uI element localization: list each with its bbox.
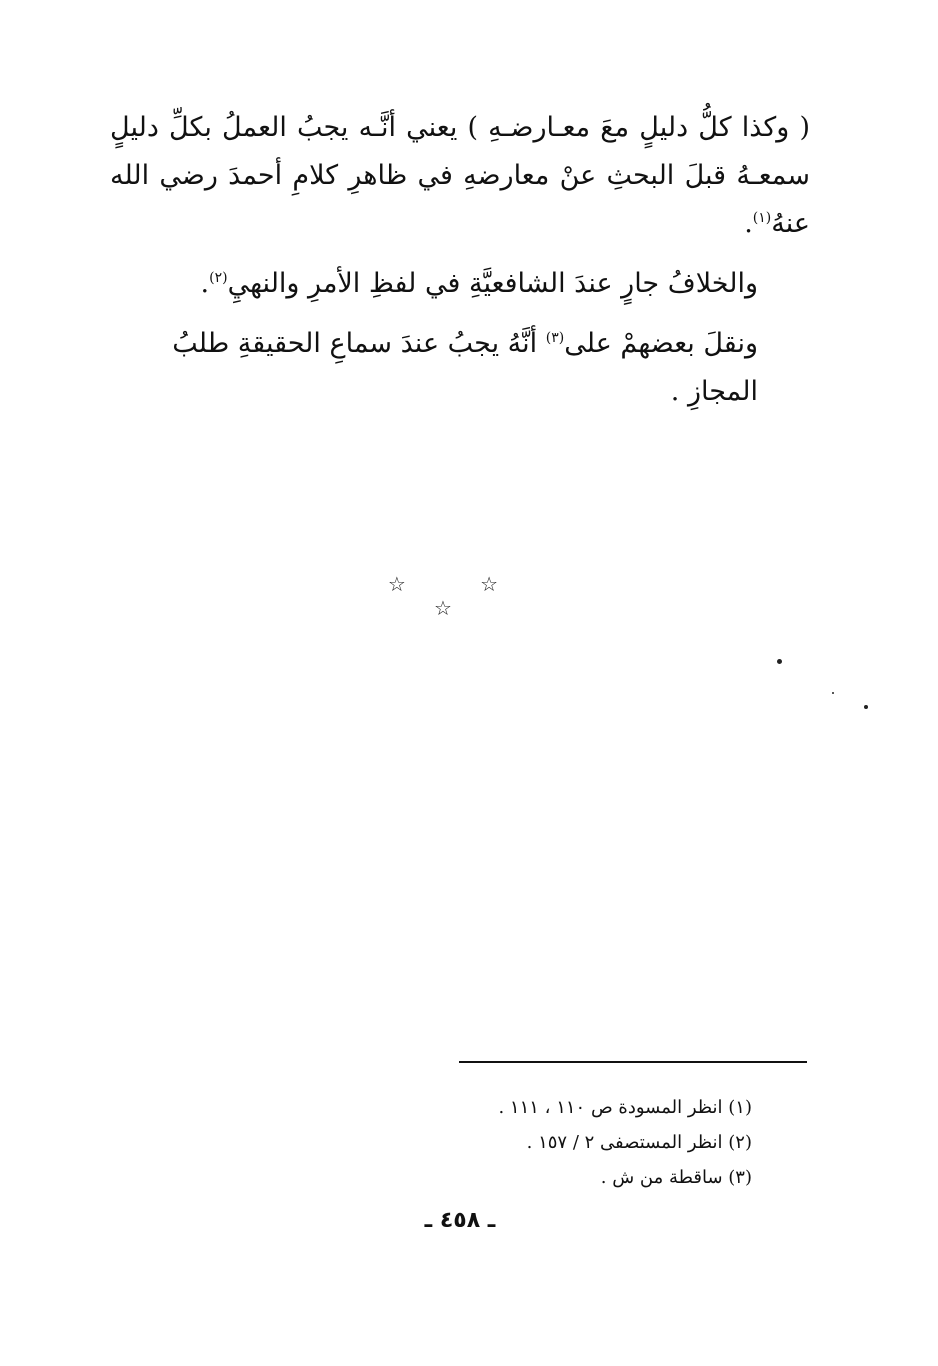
paragraph-3 bbox=[110, 320, 758, 416]
main-text bbox=[110, 104, 810, 428]
scan-speck bbox=[777, 659, 782, 664]
scan-speck bbox=[832, 692, 834, 694]
page-number: ـ ٤٥٨ ـ bbox=[424, 1208, 496, 1233]
paragraph-3-pre: ونقلَ بعضهمْ على bbox=[564, 328, 758, 359]
paragraph-2-text: والخلافُ جارٍ عندَ الشافعيَّةِ في لفظِ الأمرِ والنهيِ bbox=[227, 268, 758, 299]
paragraph-1-end: . bbox=[744, 208, 753, 239]
footnote-1: (١) انظر المسودة ص ١١٠ ، ١١١ . bbox=[498, 1097, 752, 1118]
paragraph-3-text: أنَّهُ يجبُ عندَ سماعِ الحقيقةِ طلبُ المجازِ . bbox=[172, 328, 758, 407]
footnote-ref-3[interactable]: (٣) bbox=[545, 330, 565, 346]
footnote-divider bbox=[459, 1061, 807, 1063]
footnote-ref-2[interactable]: (٢) bbox=[209, 270, 228, 286]
footnotes bbox=[460, 1090, 752, 1195]
paragraph-1 bbox=[110, 104, 810, 248]
footnote-2: (٢) انظر المستصفى ٢ / ١٥٧ . bbox=[526, 1132, 752, 1153]
footnote-ref-1[interactable]: (١) bbox=[752, 210, 772, 226]
paragraph-2 bbox=[110, 260, 758, 308]
paragraph-2-end: . bbox=[200, 268, 210, 299]
scan-speck bbox=[864, 705, 868, 709]
section-separator-stars: ☆ ☆ ☆ bbox=[387, 572, 533, 620]
paragraph-1-text: ( وكذا كلُّ دليلٍ معَ معـارضـهِ ) يعني أنَّـه يجبُ العملُ بكلِّ دليلٍ سمعـهُ قبلَ البحثِ عنْ معارضهِ في ظاهرِ كلامِ أحمدَ رضي الله عنهُ bbox=[110, 112, 810, 239]
footnote-3: (٣) ساقطة من ش . bbox=[600, 1167, 752, 1188]
